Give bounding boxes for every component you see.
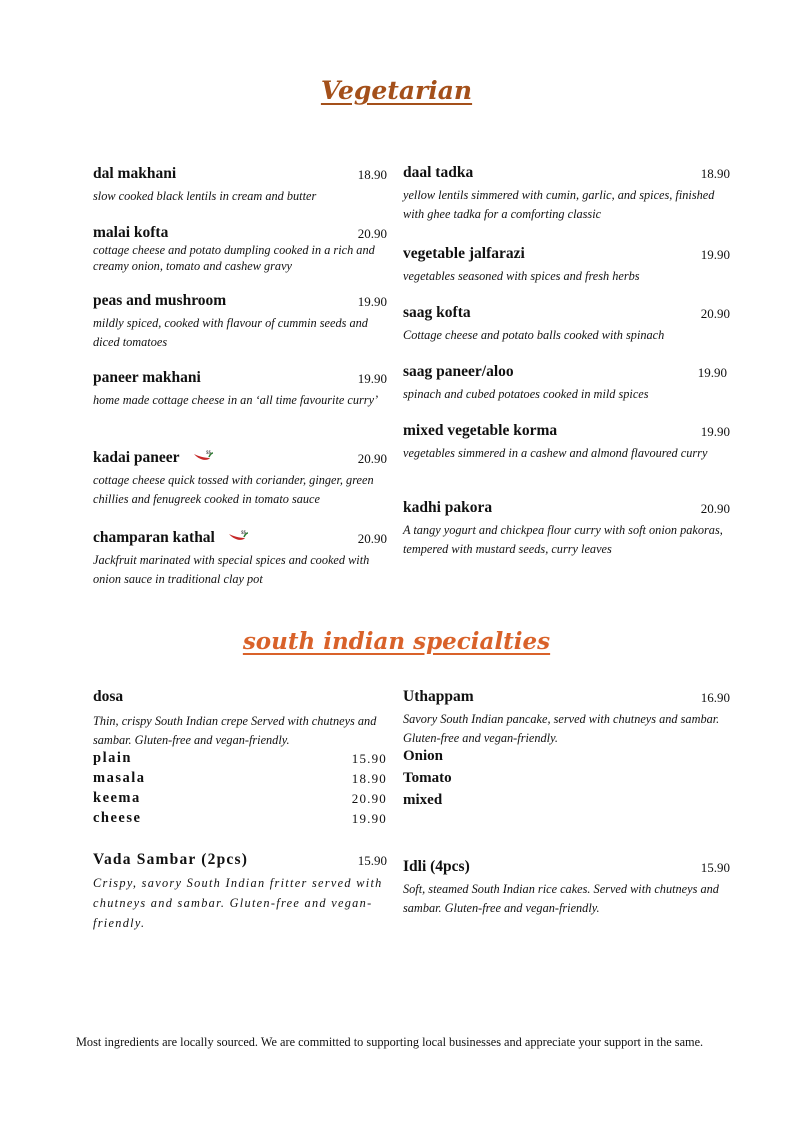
chili-pepper-icon	[227, 529, 249, 548]
item-name: saag kofta	[403, 304, 471, 321]
item-price: 18.90	[357, 167, 387, 182]
item-price: 19.90	[700, 247, 730, 262]
menu-item-dosa	[93, 688, 388, 830]
menu-item-dal-makhani	[93, 165, 388, 206]
item-name: Idli (4pcs)	[403, 858, 470, 875]
item-description: Cottage cheese and potato balls cooked with spinach	[403, 328, 665, 342]
vegetarian-heading: Vegetarian	[320, 76, 473, 105]
item-name-text: kadai paneer	[93, 449, 180, 466]
item-name: Vada Sambar (2pcs)	[93, 851, 249, 868]
item-price: 20.90	[700, 306, 730, 321]
menu-item-mixed-vegetable-korma	[403, 422, 731, 463]
menu-item-vada-sambar	[93, 851, 388, 933]
item-description: vegetables seasoned with spices and fresh herbs	[403, 269, 640, 283]
item-description: Soft, steamed South Indian rice cakes. Served with chutneys and sambar. Gluten-free and vegan-friendly.	[403, 882, 719, 915]
south-indian-heading: south indian specialties	[242, 628, 551, 655]
item-description: mildly spiced, cooked with flavour of cummin seeds and diced tomatoes	[93, 316, 368, 349]
item-description: cottage cheese and potato dumpling cooked in a rich and creamy onion, tomato and cashew gravy	[93, 243, 375, 273]
item-description: Savory South Indian pancake, served with chutneys and sambar. Gluten-free and vegan-friendly.	[403, 712, 720, 745]
item-name: Uthappam	[403, 688, 474, 705]
menu-item-champaran-kathal	[93, 529, 388, 589]
item-name: vegetable jalfarazi	[403, 245, 525, 262]
footer-note: Most ingredients are locally sourced. We are committed to supporting local businesses and appreciate your support in the same.	[76, 1035, 704, 1049]
item-price: 19.90	[357, 371, 387, 386]
item-name: mixed vegetable korma	[403, 422, 558, 439]
item-description: cottage cheese quick tossed with coriander, ginger, green chillies and fenugreek cooked in tomato sauce	[93, 473, 374, 506]
menu-item-daal-tadka	[403, 164, 731, 224]
menu-item-malai-kofta	[93, 224, 388, 274]
item-name: dal makhani	[93, 165, 177, 182]
item-price: 19.90	[700, 424, 730, 439]
dosa-variant-masala	[93, 770, 388, 790]
item-description: Thin, crispy South Indian crepe Served with chutneys and sambar. Gluten-free and vegan-friendly.	[93, 714, 377, 747]
item-price: 20.90	[357, 531, 387, 546]
item-name-text: champaran kathal	[93, 529, 215, 546]
item-description: slow cooked black lentils in cream and butter	[93, 189, 317, 203]
menu-item-vegetable-jalfarazi	[403, 245, 731, 286]
menu-item-uthappam	[403, 688, 731, 814]
item-name: daal tadka	[403, 164, 474, 181]
item-description: vegetables simmered in a cashew and almond flavoured curry	[403, 446, 708, 460]
variant-name: keema	[93, 790, 141, 806]
menu-item-kadai-paneer	[93, 449, 388, 509]
svg-text:$$: $$	[205, 451, 211, 456]
menu-item-peas-and-mushroom	[93, 292, 388, 352]
menu-item-paneer-makhani	[93, 369, 388, 410]
item-price: 15.90	[700, 860, 730, 875]
item-name: paneer makhani	[93, 369, 201, 386]
item-description: Jackfruit marinated with special spices and cooked with onion sauce in traditional clay pot	[93, 553, 370, 586]
variant-price: 18.90	[351, 771, 387, 786]
item-name	[93, 529, 249, 548]
item-description: Crispy, savory South Indian fritter served with chutneys and sambar. Gluten-free and vegan-friendly.	[93, 876, 383, 930]
variant-name: masala	[93, 770, 146, 786]
variant-name: cheese	[93, 810, 142, 826]
item-price: 16.90	[700, 690, 730, 705]
menu-item-idli	[403, 858, 731, 918]
item-price: 19.90	[357, 294, 387, 309]
item-name: malai kofta	[93, 224, 169, 241]
uthappam-option-mixed: mixed	[403, 792, 443, 808]
dosa-variant-cheese	[93, 810, 388, 830]
svg-text:$$: $$	[240, 531, 246, 536]
item-description: spinach and cubed potatoes cooked in mild spices	[403, 387, 649, 401]
item-description: home made cottage cheese in an ‘all time favourite curry’	[93, 393, 379, 407]
item-name: dosa	[93, 688, 124, 705]
menu-item-saag-kofta	[403, 304, 731, 345]
item-description: yellow lentils simmered with cumin, garlic, and spices, finished with ghee tadka for a comforting classic	[403, 188, 715, 221]
item-description: A tangy yogurt and chickpea flour curry with soft onion pakoras, tempered with mustard seeds, curry leaves	[403, 523, 723, 556]
uthappam-option-tomato: Tomato	[403, 770, 452, 786]
variant-price: 19.90	[351, 811, 387, 826]
item-price: 20.90	[357, 451, 387, 466]
variant-price: 15.90	[351, 751, 387, 766]
variant-price: 20.90	[351, 791, 387, 806]
item-name: peas and mushroom	[93, 292, 227, 309]
item-name: kadhi pakora	[403, 499, 493, 516]
menu-item-kadhi-pakora	[403, 499, 731, 559]
item-price: 20.90	[357, 226, 387, 241]
variant-name: plain	[93, 750, 132, 766]
item-price: 18.90	[700, 166, 730, 181]
item-price: 19.90	[697, 365, 727, 380]
menu-item-saag-paneer-aloo	[403, 363, 731, 404]
item-name	[93, 449, 214, 468]
chili-pepper-icon	[192, 449, 214, 468]
dosa-variant-plain	[93, 750, 388, 770]
item-price: 20.90	[700, 501, 730, 516]
dosa-variant-keema	[93, 790, 388, 810]
item-price: 15.90	[357, 853, 387, 868]
uthappam-option-onion: Onion	[403, 748, 444, 764]
item-name: saag paneer/aloo	[403, 363, 514, 380]
